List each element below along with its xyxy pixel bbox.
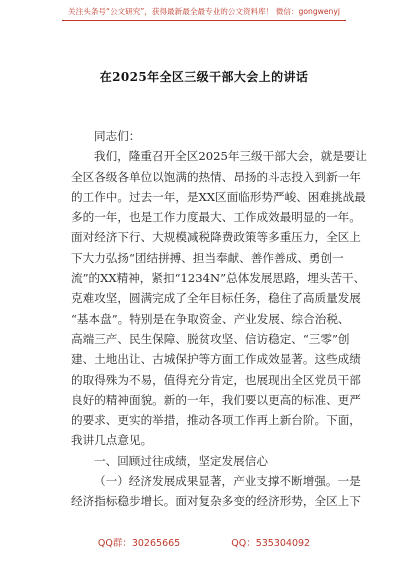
document-title: 在2025年全区三级干部大会上的讲话 bbox=[99, 70, 309, 84]
footer-qq-number: QQ：535304092 bbox=[231, 538, 311, 549]
body-line: 全区各级各单位以饱满的热情、昂扬的斗志投入到新一年 bbox=[71, 169, 361, 184]
section-heading: 一、回顾过往成绩，坚定发展信心 bbox=[94, 453, 268, 468]
subsection-line: （一）经济发展成果显著，产业支撑不断增强。一是 bbox=[94, 474, 361, 489]
header-promo-text: 关注头条号“公文研究”，获得最新最全最专业的公文资料库！ 微信：gongwenyj bbox=[68, 7, 340, 16]
document-body bbox=[71, 126, 367, 512]
body-line: “基本盘”。特别是在争取资金、产业发展、综合治税、 bbox=[71, 311, 350, 326]
body-line: 高端三产、民生保障、脱贫攻坚、信访稳定、“三零”创 bbox=[71, 331, 350, 346]
body-line: 我讲几点意见。 bbox=[71, 433, 153, 448]
body-line: 良好的精神面貌。新的一年，我们要以更高的标准、更严 bbox=[71, 392, 361, 407]
footer-qq-group: QQ群：30265665 bbox=[97, 538, 181, 549]
body-line: 多的一年，也是工作力度最大、工作成效最明显的一年。 bbox=[71, 210, 361, 225]
body-line: 流”的XX精神，紧扣“1234N”总体发展思路，埋头苦干、 bbox=[71, 271, 366, 286]
body-line: 我们，隆重召开全区2025年三级干部大会，就是要让 bbox=[94, 149, 367, 164]
footer-contact bbox=[0, 535, 408, 549]
body-line: 的取得殊为不易，值得充分肯定，也展现出全区党员干部 bbox=[71, 372, 361, 387]
body-line: 下大力弘扬“团结拼搏、担当奉献、善作善成、勇创一 bbox=[71, 250, 344, 265]
body-line: 建、土地出让、古城保护等方面工作成效显著。这些成绩 bbox=[71, 352, 361, 367]
body-line: 的工作中。过去一年，是XX区面临形势严峻、困难挑战最 bbox=[71, 189, 366, 204]
body-line: 克难攻坚，圆满完成了全年目标任务，稳住了高质量发展 bbox=[71, 291, 361, 306]
salutation-line: 同志们： bbox=[94, 129, 141, 143]
body-line: 面对经济下行、大规模减税降费政策等多重压力，全区上 bbox=[71, 230, 361, 245]
body-line: 经济指标稳步增长。面对复杂多变的经济形势，全区上下 bbox=[71, 494, 361, 509]
header-divider bbox=[62, 20, 346, 21]
body-line: 的要求、更实的举措，推动各项工作再上新台阶。下面， bbox=[71, 413, 361, 428]
